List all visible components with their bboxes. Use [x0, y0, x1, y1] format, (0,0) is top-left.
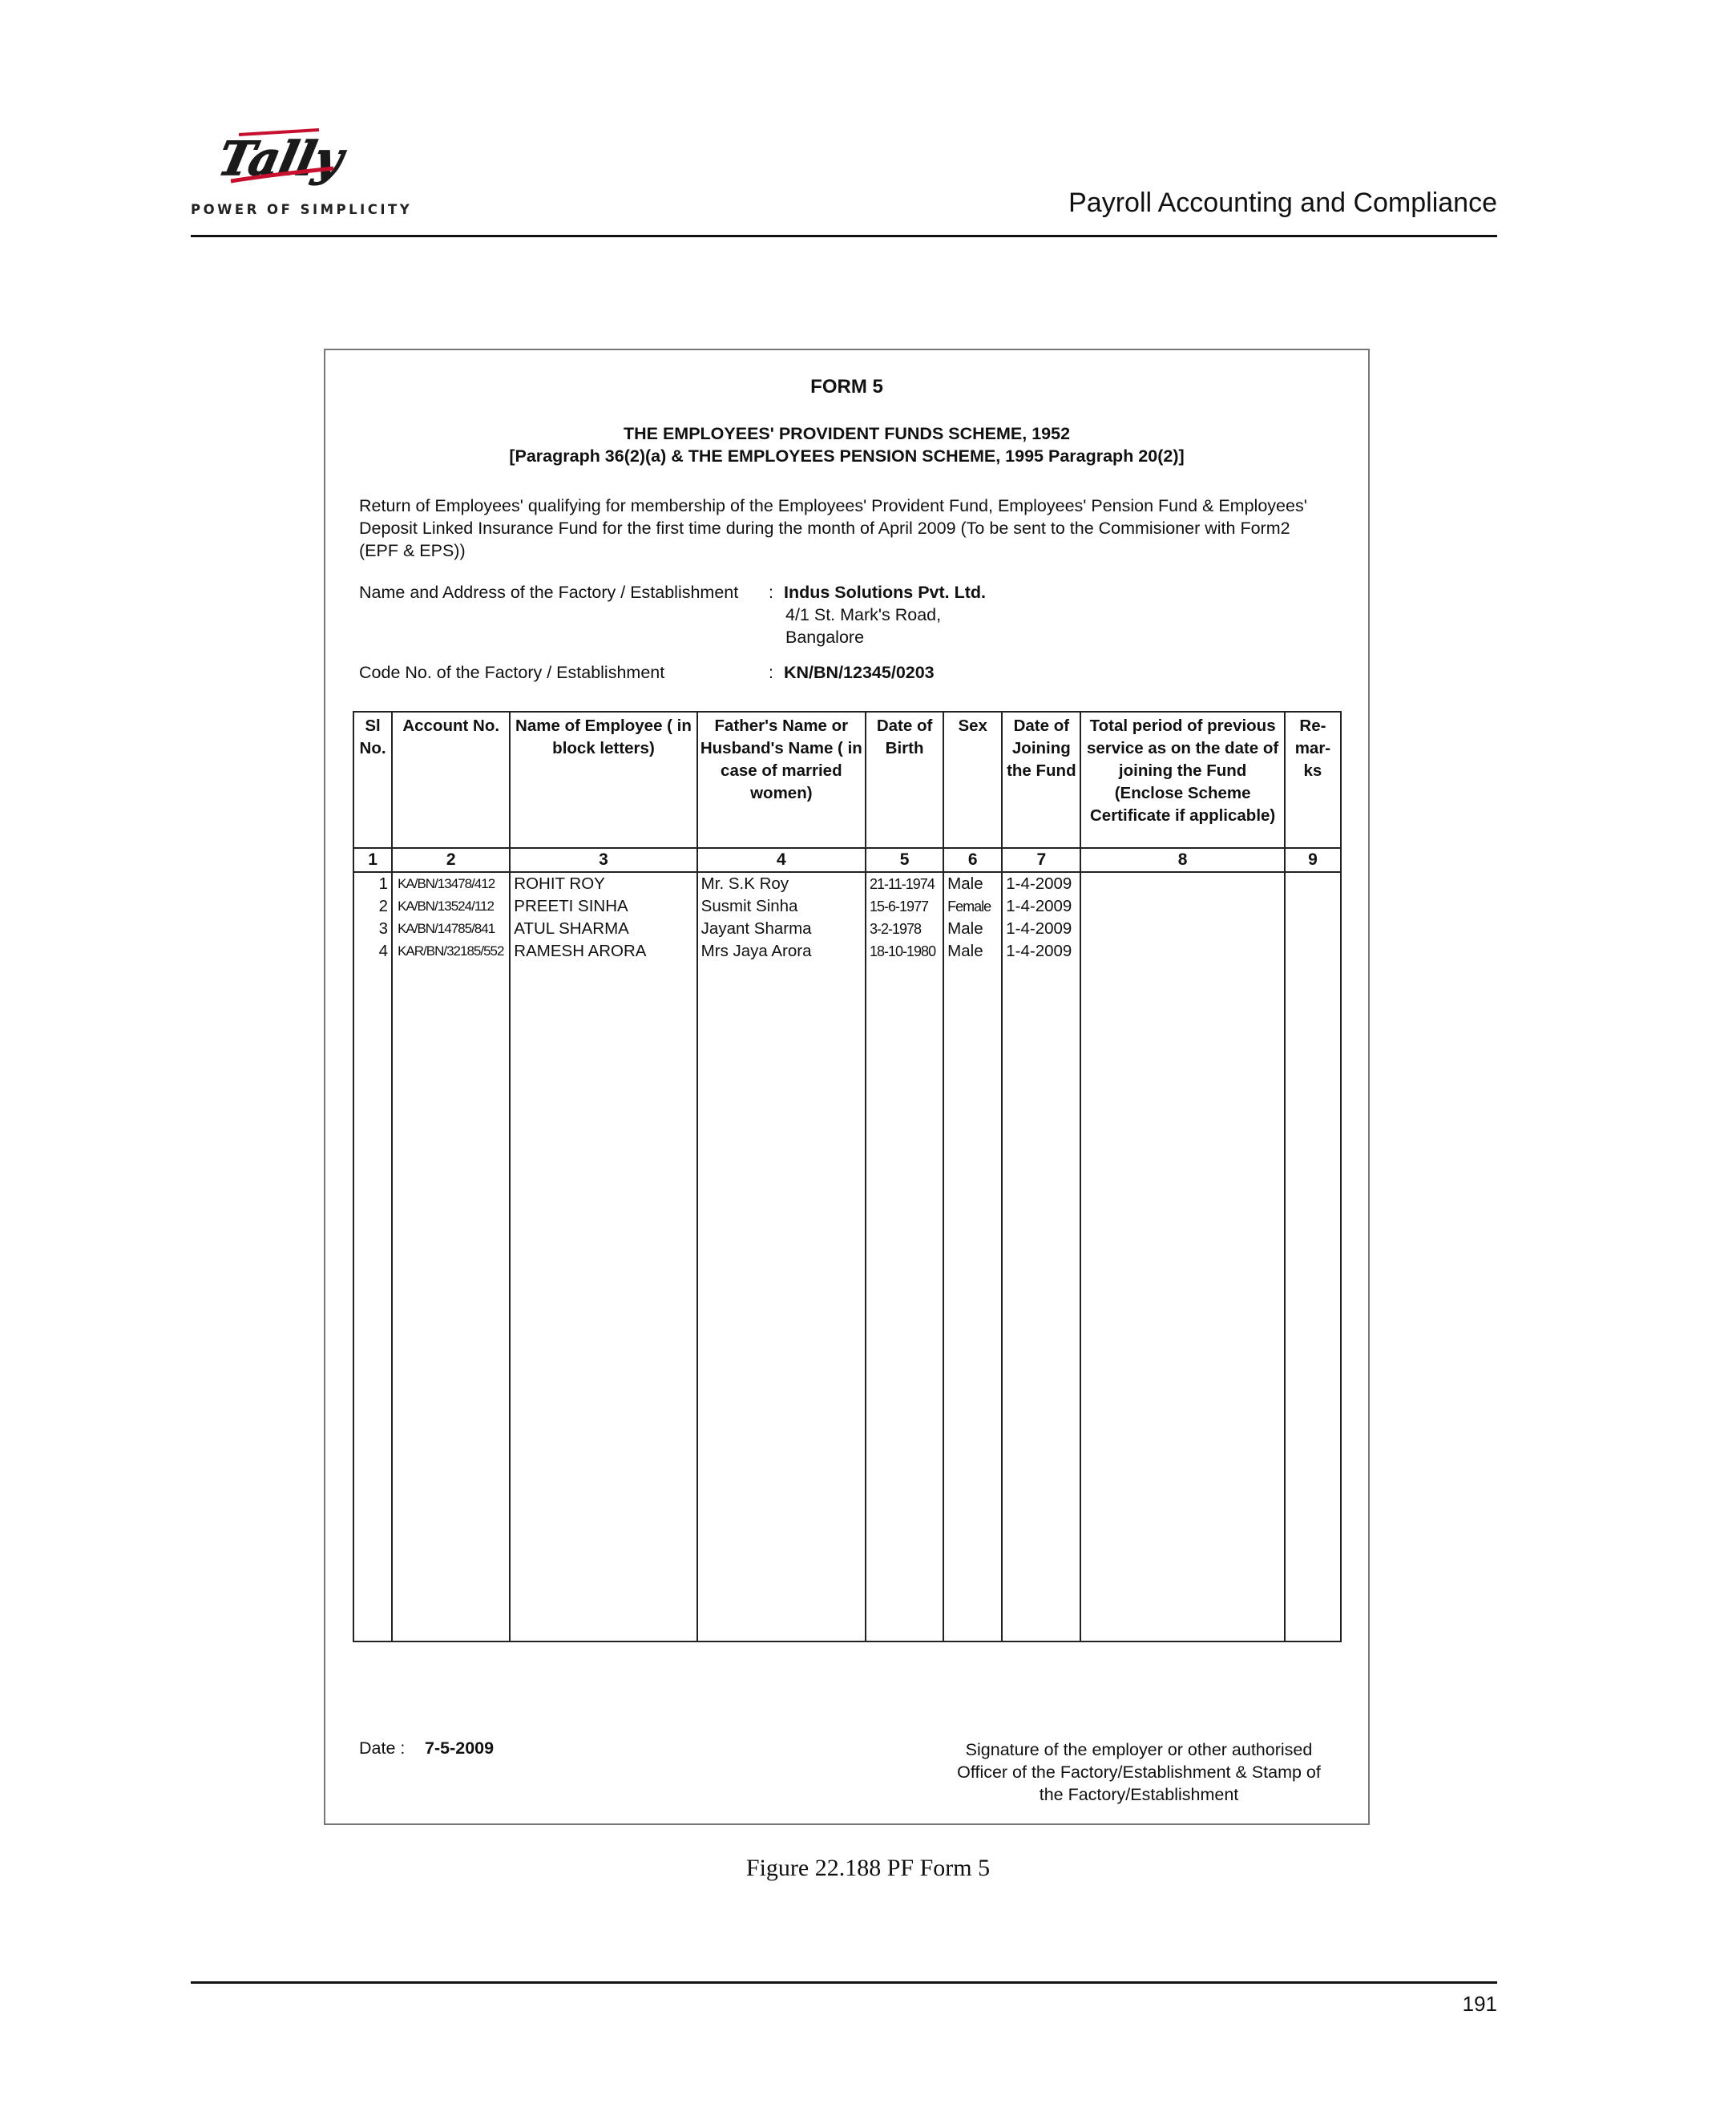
- table-row: [353, 895, 1341, 918]
- father-name: Mr. S.K Roy: [697, 872, 866, 895]
- name-address-label: Name and Address of the Factory / Establishment: [359, 583, 739, 602]
- date-value: 7-5-2009: [425, 1738, 495, 1758]
- date-of-joining: 1-4-2009: [1002, 940, 1080, 963]
- date-of-birth: 15-6-1977: [866, 895, 943, 918]
- father-name: Jayant Sharma: [697, 918, 866, 940]
- sl-no: 1: [353, 872, 392, 895]
- remarks: [1285, 895, 1341, 918]
- tally-logo-mark: [213, 128, 349, 192]
- figure-caption: Figure 22.188 PF Form 5: [745, 1855, 991, 1881]
- table-blank-space: [353, 963, 1341, 1641]
- column-number: 7: [1002, 848, 1080, 872]
- column-number: 4: [697, 848, 866, 872]
- sl-no: 3: [353, 918, 392, 940]
- date-of-joining: 1-4-2009: [1002, 918, 1080, 940]
- employee-name: ROHIT ROY: [510, 872, 696, 895]
- column-header: Date of Birth: [866, 712, 943, 848]
- date-of-birth: 18-10-1980: [866, 940, 943, 963]
- previous-service: [1080, 918, 1284, 940]
- table-row: [353, 918, 1341, 940]
- separator-colon: :: [769, 583, 773, 602]
- date-of-joining: 1-4-2009: [1002, 872, 1080, 895]
- footer-rule: [191, 1981, 1497, 1984]
- column-header: Sl No.: [353, 712, 392, 848]
- header-rule: [191, 235, 1497, 237]
- date-of-birth: 3-2-1978: [866, 918, 943, 940]
- sex: Male: [943, 918, 1002, 940]
- employee-name: ATUL SHARMA: [510, 918, 696, 940]
- remarks: [1285, 872, 1341, 895]
- code-value: KN/BN/12345/0203: [784, 663, 935, 682]
- company-name: Indus Solutions Pvt. Ltd.: [784, 583, 987, 602]
- column-header: Account No.: [392, 712, 510, 848]
- column-number: 9: [1285, 848, 1341, 872]
- account-no: KA/BN/13478/412: [392, 872, 510, 895]
- column-number: 5: [866, 848, 943, 872]
- employee-name: PREETI SINHA: [510, 895, 696, 918]
- employee-name: RAMESH ARORA: [510, 940, 696, 963]
- column-header: Re-mar-ks: [1285, 712, 1341, 848]
- sex: Male: [943, 940, 1002, 963]
- column-number: 1: [353, 848, 392, 872]
- column-header: Father's Name or Husband's Name ( in case of married women): [697, 712, 866, 848]
- form-5-figure: [324, 349, 1370, 1825]
- table-row: [353, 940, 1341, 963]
- logo-wordmark: Tally: [213, 131, 349, 186]
- account-no: KAR/BN/32185/552: [392, 940, 510, 963]
- sl-no: 4: [353, 940, 392, 963]
- previous-service: [1080, 872, 1284, 895]
- sex: Male: [943, 872, 1002, 895]
- previous-service: [1080, 940, 1284, 963]
- sl-no: 2: [353, 895, 392, 918]
- table-row: [353, 872, 1341, 895]
- account-no: KA/BN/14785/841: [392, 918, 510, 940]
- column-number: 6: [943, 848, 1002, 872]
- code-label: Code No. of the Factory / Establishment: [359, 663, 665, 682]
- account-no: KA/BN/13524/112: [392, 895, 510, 918]
- column-number: 2: [392, 848, 510, 872]
- intro-paragraph: Return of Employees' qualifying for membership of the Employees' Provident Fund, Employees' Pension Fund & Employees' Deposit Linked Insurance Fund for the first time during the month of April 2009 (To be sent to the Commisioner with Form2 (EPF & EPS)): [359, 496, 1307, 560]
- address-line-2: Bangalore: [785, 628, 865, 647]
- date-label: Date :: [359, 1738, 406, 1758]
- column-number: 3: [510, 848, 696, 872]
- header-title: Payroll Accounting and Compliance: [1068, 188, 1497, 218]
- previous-service: [1080, 895, 1284, 918]
- separator-colon: :: [769, 663, 773, 682]
- column-header: Name of Employee ( in block letters): [510, 712, 696, 848]
- column-number-row: [353, 848, 1341, 872]
- column-header: Date of Joining the Fund: [1002, 712, 1080, 848]
- father-name: Susmit Sinha: [697, 895, 866, 918]
- signature-text: Signature of the employer or other authorised Officer of the Factory/Establishment & Stamp of the Factory/Establishment: [957, 1740, 1321, 1804]
- tally-logo: [191, 128, 413, 220]
- column-header: Total period of previous service as on the date of joining the Fund (Enclose Scheme Certificate if applicable): [1080, 712, 1284, 848]
- date-of-joining: 1-4-2009: [1002, 895, 1080, 918]
- scheme-line-1: THE EMPLOYEES' PROVIDENT FUNDS SCHEME, 1952: [623, 424, 1071, 443]
- scheme-line-2: [Paragraph 36(2)(a) & THE EMPLOYEES PENSION SCHEME, 1995 Paragraph 20(2)]: [509, 446, 1185, 466]
- column-header: Sex: [943, 712, 1002, 848]
- employee-table: [353, 711, 1342, 1642]
- sex: Female: [943, 895, 1002, 918]
- page-number: 191: [1462, 1992, 1497, 2016]
- logo-tagline: POWER OF SIMPLICITY: [191, 202, 413, 217]
- table-header-row: [353, 712, 1341, 848]
- date-of-birth: 21-11-1974: [866, 872, 943, 895]
- remarks: [1285, 918, 1341, 940]
- remarks: [1285, 940, 1341, 963]
- address-line-1: 4/1 St. Mark's Road,: [785, 605, 942, 624]
- father-name: Mrs Jaya Arora: [697, 940, 866, 963]
- column-number: 8: [1080, 848, 1284, 872]
- form-title: FORM 5: [810, 376, 883, 398]
